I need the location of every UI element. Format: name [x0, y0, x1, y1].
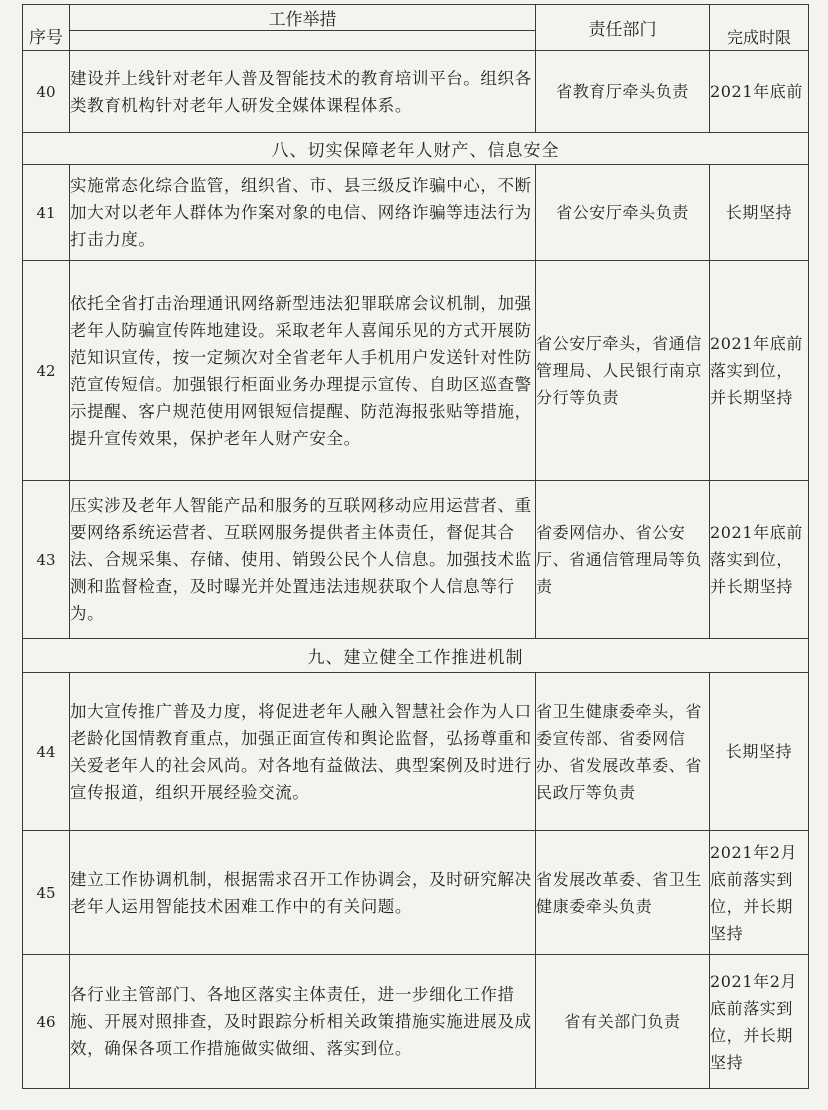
row-seq: 44 [23, 673, 70, 831]
table-row [23, 673, 809, 831]
row-seq: 45 [23, 831, 70, 955]
row-dept: 省公安厅牵头负责 [536, 165, 710, 261]
measures-table [22, 4, 809, 1089]
row-deadline: 2021年底前落实到位，并长期坚持 [710, 481, 809, 639]
row-content: 依托全省打击治理通讯网络新型违法犯罪联席会议机制，加强老年人防骗宣传阵地建设。采取老年人喜闻乐见的方式开展防范知识宣传，按一定频次对全省老年人手机用户发送针对性防范宣传短信。加强银行柜面业务办理提示宣传、自助区巡查警示提醒、客户规范使用网银短信提醒、防范海报张贴等措施，提升宣传效果，保护老年人财产安全。 [70, 261, 536, 481]
dept-header: 责任部门 [536, 5, 710, 51]
table-row [23, 51, 809, 133]
row-deadline: 长期坚持 [710, 165, 809, 261]
row-seq: 42 [23, 261, 70, 481]
table-row [23, 481, 809, 639]
measure-header-blank [70, 31, 536, 51]
section-row [23, 133, 809, 165]
row-content: 加大宣传推广普及力度，将促进老年人融入智慧社会作为人口老龄化国情教育重点，加强正面宣传和舆论监督，弘扬尊重和关爱老年人的社会风尚。对各地有益做法、典型案例及时进行宣传报道，组织开展经验交流。 [70, 673, 536, 831]
row-dept: 省教育厅牵头负责 [536, 51, 710, 133]
section-row [23, 639, 809, 673]
row-dept: 省发展改革委、省卫生健康委牵头负责 [536, 831, 710, 955]
row-deadline: 长期坚持 [710, 673, 809, 831]
row-deadline: 2021年底前落实到位，并长期坚持 [710, 261, 809, 481]
row-content: 实施常态化综合监管，组织省、市、县三级反诈骗中心，不断加大对以老年人群体为作案对象的电信、网络诈骗等违法行为打击力度。 [70, 165, 536, 261]
row-content: 压实涉及老年人智能产品和服务的互联网移动应用运营者、重要网络系统运营者、互联网服务提供者主体责任，督促其合法、合规采集、存储、使用、销毁公民个人信息。加强技术监测和监督检查，及时曝光并处置违法违规获取个人信息等行为。 [70, 481, 536, 639]
row-dept: 省公安厅牵头，省通信管理局、人民银行南京分行等负责 [536, 261, 710, 481]
section-title: 八、切实保障老年人财产、信息安全 [23, 133, 809, 165]
row-seq: 40 [23, 51, 70, 133]
deadline-header: 完成时限 [710, 5, 809, 51]
row-deadline: 2021年2月底前落实到位，并长期坚持 [710, 955, 809, 1089]
row-deadline: 2021年2月底前落实到位，并长期坚持 [710, 831, 809, 955]
measure-header: 工作举措 [70, 5, 536, 31]
table-body [23, 5, 809, 1089]
row-content: 各行业主管部门、各地区落实主体责任，进一步细化工作措施、开展对照排查，及时跟踪分析相关政策措施实施进展及成效，确保各项工作措施做实做细、落实到位。 [70, 955, 536, 1089]
row-dept: 省委网信办、省公安厅、省通信管理局等负责 [536, 481, 710, 639]
row-content: 建立工作协调机制，根据需求召开工作协调会，及时研究解决老年人运用智能技术困难工作中的有关问题。 [70, 831, 536, 955]
row-content: 建设并上线针对老年人普及智能技术的教育培训平台。组织各类教育机构针对老年人研发全媒体课程体系。 [70, 51, 536, 133]
seq-header: 序号 [23, 5, 70, 51]
row-seq: 43 [23, 481, 70, 639]
row-dept: 省有关部门负责 [536, 955, 710, 1089]
row-deadline: 2021年底前 [710, 51, 809, 133]
row-seq: 46 [23, 955, 70, 1089]
table-row [23, 165, 809, 261]
table-row [23, 261, 809, 481]
table-row [23, 831, 809, 955]
header-row-top [23, 5, 809, 31]
section-title: 九、建立健全工作推进机制 [23, 639, 809, 673]
row-dept: 省卫生健康委牵头，省委宣传部、省委网信办、省发展改革委、省民政厅等负责 [536, 673, 710, 831]
table-row [23, 955, 809, 1089]
row-seq: 41 [23, 165, 70, 261]
